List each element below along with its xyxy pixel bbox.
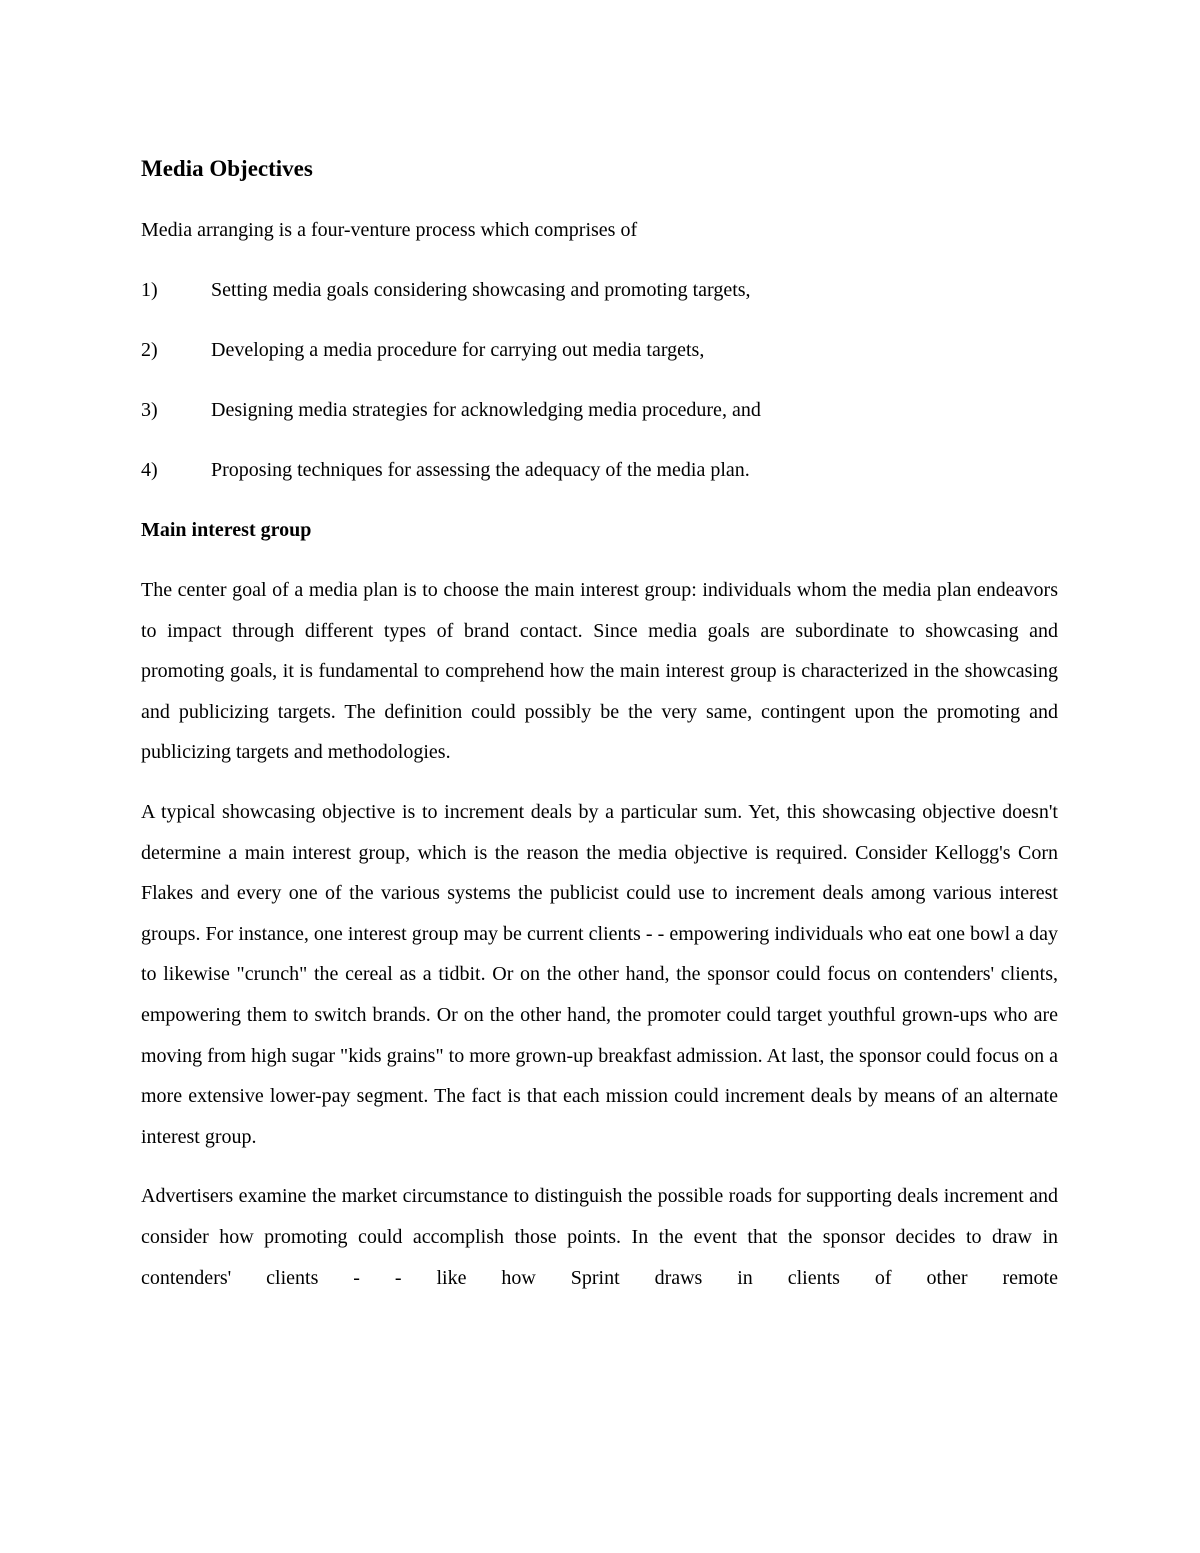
document-title: Media Objectives <box>141 156 313 181</box>
list-item-text: Proposing techniques for assessing the adequacy of the media plan. <box>211 459 750 481</box>
list-item <box>141 390 1058 430</box>
list-item-text: Setting media goals considering showcasing and promoting targets, <box>211 279 751 301</box>
list-item <box>141 450 1058 490</box>
document-page <box>141 150 1058 1298</box>
list-item <box>141 270 1058 310</box>
list-item-text: Developing a media procedure for carrying out media targets, <box>211 339 705 361</box>
body-paragraph: The center goal of a media plan is to choose the main interest group: individuals whom the media plan endeavors to impact through different types of brand contact. Since media goals are subordinate to showcasing and promoting goals, it is fundamental to comprehend how the main interest group is characterized in the showcasing and publicizing targets. The definition could possibly be the very same, contingent upon the promoting and publicizing targets and methodologies. <box>141 579 1058 764</box>
list-item-number: 3) <box>141 399 158 421</box>
section-heading: Main interest group <box>141 519 312 541</box>
list-item-number: 1) <box>141 279 158 301</box>
body-paragraph: Advertisers examine the market circumstance to distinguish the possible roads for supporting deals increment and consider how promoting could accomplish those points. In the event that the sponsor decides to draw in contenders' clients - - like how Sprint draws in clients of other remote <box>141 1185 1058 1289</box>
list-item-text: Designing media strategies for acknowledging media procedure, and <box>211 399 761 421</box>
list-item <box>141 330 1058 370</box>
list-item-number: 2) <box>141 339 158 361</box>
intro-paragraph: Media arranging is a four-venture process which comprises of <box>141 219 638 241</box>
body-paragraph: A typical showcasing objective is to increment deals by a particular sum. Yet, this showcasing objective doesn't determine a main interest group, which is the reason the media objective is required. Consider Kellogg's Corn Flakes and every one of the various systems the publicist could use to increment deals among various interest groups. For instance, one interest group may be current clients - - empowering individuals who eat one bowl a day to likewise "crunch" the cereal as a tidbit. Or on the other hand, the sponsor could focus on contenders' clients, empowering them to switch brands. Or on the other hand, the promoter could target youthful grown-ups who are moving from high sugar "kids grains" to more grown-up breakfast admission. At last, the sponsor could focus on a more extensive lower-pay segment. The fact is that each mission could increment deals by means of an alternate interest group. <box>141 800 1058 1148</box>
process-steps-list <box>141 270 1058 490</box>
list-item-number: 4) <box>141 459 158 481</box>
